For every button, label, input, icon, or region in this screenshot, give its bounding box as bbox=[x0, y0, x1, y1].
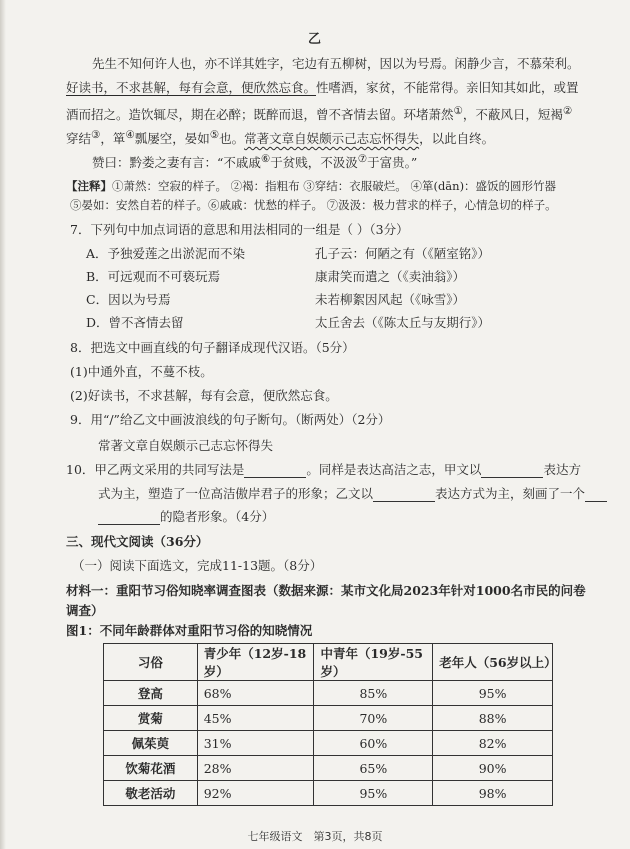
annotation-line-2: ⑤晏如：安然自若的样子。⑥戚戚：忧愁的样子。 ⑦汲汲：极力营求的样子，心情急切的样子。 bbox=[70, 198, 557, 212]
passage-line-1: 先生不知何许人也，亦不详其姓字，宅边有五柳树，因以为号焉。闲静少言，不慕荣利。 bbox=[92, 56, 580, 71]
table-cell-custom: 佩茱萸 bbox=[104, 731, 198, 756]
page-edge-shadow bbox=[0, 0, 6, 849]
festival-survey-table bbox=[103, 643, 557, 806]
table-cell: 98% bbox=[433, 781, 553, 806]
table-header-row bbox=[104, 644, 553, 681]
table-header-teen: 青少年（12岁-18岁） bbox=[197, 644, 314, 681]
table-row bbox=[104, 681, 553, 706]
table-cell: 82% bbox=[433, 731, 553, 756]
table-row bbox=[104, 781, 553, 806]
table-row bbox=[104, 706, 553, 731]
q10-blank-3[interactable] bbox=[373, 489, 435, 502]
q7-option-b-left: B．可远观而不可亵玩焉 bbox=[86, 269, 221, 284]
page-footer: 七年级语文 第3页，共8页 bbox=[247, 830, 383, 843]
q10-blank-1[interactable] bbox=[244, 465, 306, 478]
figure-1-caption: 图1：不同年龄群体对重阳节习俗的知晓情况 bbox=[66, 623, 313, 638]
table-cell: 28% bbox=[197, 756, 314, 781]
underlined-sentence: 好读书，不求甚解，每有会意，便欣然忘食。 bbox=[66, 80, 317, 95]
table-cell: 85% bbox=[314, 681, 433, 706]
question-7-stem: 7．下列句中加点词语的意思和用法相同的一组是（ ）（3分） bbox=[70, 222, 409, 237]
passage-line-5: 赞曰：黔娄之妻有言：“不戚戚⑥于贫贱，不汲汲⑦于富贵。” bbox=[92, 153, 418, 171]
table-cell: 95% bbox=[314, 781, 433, 806]
q10-blank-2[interactable] bbox=[481, 465, 543, 478]
question-9-stem: 9．用“/”给乙文中画波浪线的句子断句。（断两处）（2分） bbox=[70, 412, 391, 427]
table-cell: 68% bbox=[197, 681, 314, 706]
table-cell: 90% bbox=[433, 756, 553, 781]
table-cell: 88% bbox=[433, 706, 553, 731]
table-cell-custom: 赏菊 bbox=[104, 706, 198, 731]
question-10-line-1: 10．甲乙两文采用的共同写法是 。同样是表达高洁之志，甲文以 表达方 bbox=[66, 462, 581, 477]
table-cell: 70% bbox=[314, 706, 433, 731]
table-cell: 31% bbox=[197, 731, 314, 756]
q7-option-c-right: 未若柳絮因风起（《咏雪》） bbox=[315, 292, 466, 307]
wavy-underlined-sentence: 常著文章自娱颇示己志忘怀得失 bbox=[244, 131, 420, 147]
section-3-subheading: （一）阅读下面选文，完成11-13题。（8分） bbox=[72, 558, 323, 573]
q7-option-a-right: 孔子云：何陋之有（《陋室铭》） bbox=[315, 246, 491, 261]
table-header-elderly: 老年人（56岁以上） bbox=[433, 644, 553, 681]
table-cell: 95% bbox=[433, 681, 553, 706]
q7-option-b-right: 康肃笑而遣之（《卖油翁》） bbox=[315, 269, 466, 284]
table-row bbox=[104, 756, 553, 781]
q7-option-d-right: 太丘舍去（《陈太丘与友期行》） bbox=[315, 315, 491, 330]
table-cell-custom: 饮菊花酒 bbox=[104, 756, 198, 781]
table-cell: 92% bbox=[197, 781, 314, 806]
q10-blank-4[interactable] bbox=[98, 512, 160, 525]
material-1-line-1: 材料一：重阳节习俗知晓率调查图表（数据来源：某市文化局2023年针对1000名市民的问卷 bbox=[66, 583, 586, 598]
annotation-line-1: 【注释】①萧然：空寂的样子。 ②褐：指粗布 ③穿结：衣服破烂。 ④箪(dān)：盛饭的圆形竹器 bbox=[66, 179, 557, 193]
q10-blank-4-start[interactable] bbox=[585, 489, 607, 502]
passage-line-2: 好读书，不求甚解，每有会意，便欣然忘食。性嗜酒，家贫，不能常得。亲旧知其如此，或置 bbox=[66, 80, 579, 95]
q8-sentence-1: (1)中通外直，不蔓不枝。 bbox=[70, 364, 213, 379]
q8-sentence-2: (2)好读书，不求甚解，每有会意，便欣然忘食。 bbox=[70, 388, 338, 403]
q7-option-d-left: D．曾不吝情去留 bbox=[86, 315, 184, 330]
section-3-heading: 三、现代文阅读（36分） bbox=[66, 534, 209, 549]
passage-title: 乙 bbox=[308, 32, 322, 47]
question-8-stem: 8．把选文中画直线的句子翻译成现代汉语。（5分） bbox=[70, 340, 355, 355]
table-cell: 45% bbox=[197, 706, 314, 731]
question-10-line-2: 式为主，塑造了一位高洁傲岸君子的形象；乙文以 表达方式为主，刻画了一个 bbox=[98, 486, 607, 502]
table-cell-custom: 登高 bbox=[104, 681, 198, 706]
table-cell-custom: 敬老活动 bbox=[104, 781, 198, 806]
q9-sentence: 常著文章自娱颇示己志忘怀得失 bbox=[98, 438, 274, 453]
q7-option-a-left: A．予独爱莲之出淤泥而不染 bbox=[86, 246, 246, 261]
passage-line-3: 酒而招之。造饮辄尽，期在必醉；既醉而退，曾不吝情去留。环堵萧然①，不蔽风日，短褐② bbox=[66, 105, 573, 123]
question-10-line-3: 的隐者形象。（4分） bbox=[98, 509, 274, 525]
q7-option-c-left: C．因以为号焉 bbox=[86, 292, 171, 307]
table-cell: 60% bbox=[314, 731, 433, 756]
table-cell: 65% bbox=[314, 756, 433, 781]
table-header-custom: 习俗 bbox=[104, 644, 198, 681]
passage-line-4: 穿结③，箪④瓢屡空，晏如⑤也。常著文章自娱颇示己志忘怀得失，以此自终。 bbox=[66, 129, 495, 147]
table-row bbox=[104, 731, 553, 756]
material-1-line-2: 调查） bbox=[66, 603, 104, 618]
table-header-adult: 中青年（19岁-55岁） bbox=[314, 644, 433, 681]
